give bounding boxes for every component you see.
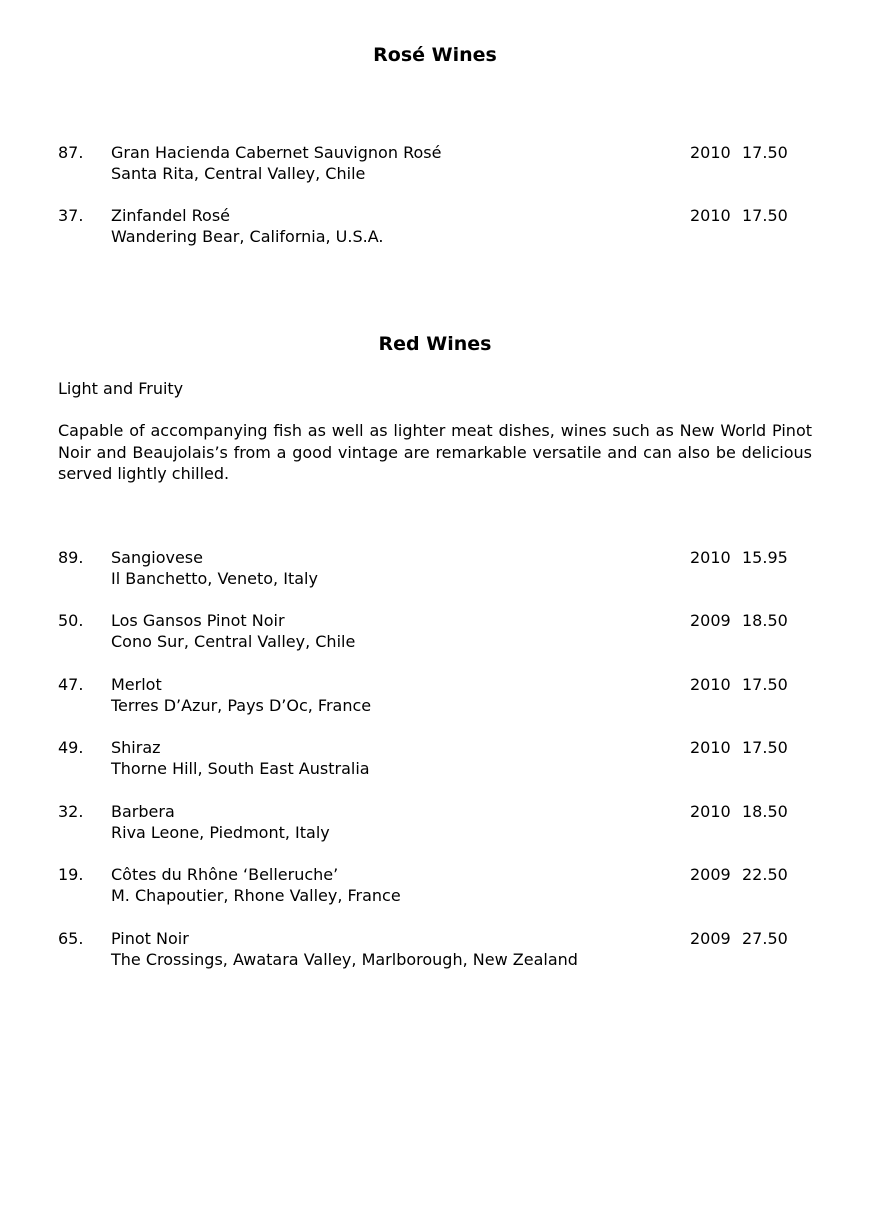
wine-name: Sangiovese [111,548,203,567]
wine-number: 32. [58,802,84,821]
wine-number: 49. [58,738,84,757]
wine-producer: Cono Sur, Central Valley, Chile [111,632,356,651]
wine-vintage: 2010 [690,738,731,757]
wine-price: 17.50 [742,206,788,225]
wine-entry [58,142,818,186]
wine-entry [58,801,818,845]
wine-name: Côtes du Rhône ‘Belleruche’ [111,865,339,884]
wine-entry [58,205,818,249]
wine-price: 18.50 [742,802,788,821]
wine-price: 17.50 [742,675,788,694]
wine-number: 47. [58,675,84,694]
wine-entry [58,610,818,654]
wine-price: 18.50 [742,611,788,630]
wine-name: Merlot [111,675,162,694]
wine-entry [58,928,818,972]
wine-price: 15.95 [742,548,788,567]
wine-vintage: 2010 [690,802,731,821]
wine-price: 17.50 [742,738,788,757]
wine-name: Gran Hacienda Cabernet Sauvignon Rosé [111,143,442,162]
wine-entry [58,737,818,781]
wine-number: 87. [58,143,84,162]
wine-price: 22.50 [742,865,788,884]
wine-producer: Il Banchetto, Veneto, Italy [111,569,318,588]
wine-entry [58,864,818,908]
section-description: Capable of accompanying fish as well as lighter meat dishes, wines such as New World Pinot Noir and Beaujolais’s from a good vintage are remarkable versatile and can also be delicious served lightly chilled. [58,421,812,483]
wine-producer: M. Chapoutier, Rhone Valley, France [111,886,401,905]
style-subheading: Light and Fruity [58,379,184,398]
wine-number: 65. [58,929,84,948]
wine-vintage: 2010 [690,206,731,225]
wine-producer: Terres D’Azur, Pays D’Oc, France [111,696,372,715]
wine-vintage: 2009 [690,865,731,884]
wine-name: Shiraz [111,738,161,757]
wine-name: Pinot Noir [111,929,189,948]
wine-producer: Thorne Hill, South East Australia [111,759,370,778]
wine-vintage: 2010 [690,675,731,694]
wine-vintage: 2009 [690,929,731,948]
rose-wines-heading: Rosé Wines [373,44,497,66]
wine-number: 19. [58,865,84,884]
wine-producer: Wandering Bear, California, U.S.A. [111,227,384,246]
wine-entry [58,674,818,718]
wine-number: 50. [58,611,84,630]
wine-producer: Santa Rita, Central Valley, Chile [111,164,366,183]
wine-producer: The Crossings, Awatara Valley, Marlborough, New Zealand [111,950,578,969]
wine-vintage: 2010 [690,548,731,567]
wine-price: 27.50 [742,929,788,948]
wine-vintage: 2009 [690,611,731,630]
wine-name: Los Gansos Pinot Noir [111,611,285,630]
wine-vintage: 2010 [690,143,731,162]
wine-name: Barbera [111,802,175,821]
wine-name: Zinfandel Rosé [111,206,231,225]
red-wines-heading: Red Wines [378,333,492,355]
wine-number: 37. [58,206,84,225]
wine-number: 89. [58,548,84,567]
wine-price: 17.50 [742,143,788,162]
wine-producer: Riva Leone, Piedmont, Italy [111,823,330,842]
wine-entry [58,547,818,591]
